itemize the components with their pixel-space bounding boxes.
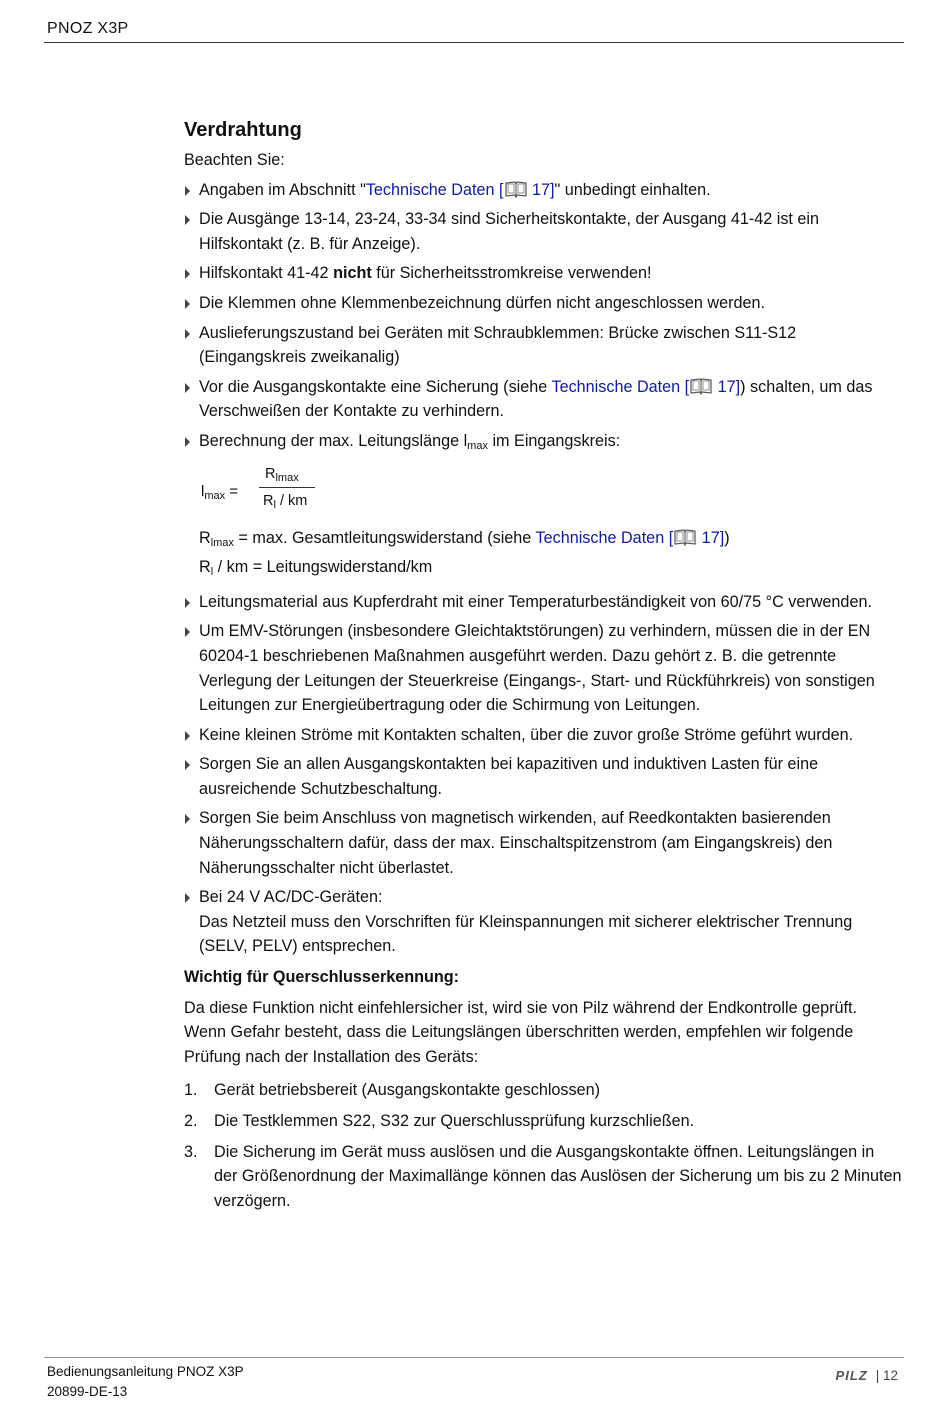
numbered-step: 2. Die Testklemmen S22, S32 zur Querschlussprüfung kurzschließen. (184, 1112, 695, 1130)
triangle-bullet-icon (185, 814, 190, 824)
footer-info (47, 1362, 244, 1402)
footer-doc-number: 20899-DE-13 (47, 1384, 128, 1399)
formula-denominator: $R_l$ / km (263, 492, 308, 511)
footer-manual-title: Bedienungsanleitung PNOZ X3P (47, 1364, 244, 1379)
triangle-bullet-icon (185, 893, 190, 903)
book-icon (690, 378, 712, 395)
header-title: PNOZ X3P (47, 20, 129, 37)
important-heading: Wichtig für Querschlusserkennung: (184, 968, 460, 987)
list-item: Berechnung der max. Leitungslänge $l_{max}$ im Eingangskreis: (184, 429, 902, 459)
definition-rl: $R_l$ / km = Leitungswiderstand/km (199, 558, 433, 579)
pilz-logo: PILZ (835, 1368, 868, 1383)
list-item: Vor die Ausgangskontakte eine Sicherung (siehe Technische Daten [ 17]) schalten, um das Verschweißen der Kontakte zu verhindern. (184, 375, 902, 424)
list-item: Leitungsmaterial aus Kupferdraht mit einer Temperaturbeständigkeit von 60/75 °C verwenden. (184, 590, 902, 615)
technical-data-link[interactable]: Technische Daten [ 17] (551, 377, 741, 396)
section-title: Verdrahtung (184, 119, 302, 141)
definition-rlmax: $R_{lmax} = \max$. Gesamtleitungswiderstand (siehe Technische Daten [ 17]) (199, 528, 730, 549)
content (184, 116, 902, 1219)
list-item: Bei 24 V AC/DC-Geräten: Das Netzteil muss den Vorschriften für Kleinspannungen mit sicherer elektrischer Trennung (SELV, PELV) entsprechen. (184, 885, 902, 959)
list-item: Die Ausgänge 13-14, 23-24, 33-34 sind Sicherheitskontakte, der Ausgang 41-42 ist ein Hilfskontakt (z. B. für Anzeige). (184, 207, 902, 256)
length-formula: $l_{max}$ = $R_{lmax}$ $R_l$ / km (199, 464, 902, 522)
triangle-bullet-icon (185, 731, 190, 741)
formula-numerator: $R_{lmax}$ (265, 465, 299, 484)
numbered-step: 3. Die Sicherung im Gerät muss auslösen und die Ausgangskontakte öffnen. Leitungslängen in der Größenordnung der Maximallänge können das Auslösen der Sicherung um bis zu 2 Minuten verzögern. (184, 1142, 902, 1210)
triangle-bullet-icon (185, 186, 190, 196)
technical-data-link[interactable]: Technische Daten [ 17] (535, 528, 725, 547)
triangle-bullet-icon (185, 215, 190, 225)
list-item: Keine kleinen Ströme mit Kontakten schalten, über die zuvor große Ströme geführt wurden. (184, 723, 902, 748)
triangle-bullet-icon (185, 269, 190, 279)
important-text: Da diese Funktion nicht einfehlersicher ist, wird sie von Pilz während der Endkontrolle geprüft. Wenn Gefahr besteht, dass die Leitungslängen überschritten werden, empfehlen wir folgende Prüfung nach der Installation des Geräts: (184, 998, 858, 1066)
list-item: Sorgen Sie beim Anschluss von magnetisch wirkenden, auf Reedkontakten basierenden Näherungsschaltern dafür, dass der max. Einschaltspitzenstrom (am Eingangskreis) den Näherungsschalter nicht überlastet. (184, 806, 902, 880)
list-item: Die Klemmen ohne Klemmenbezeichnung dürfen nicht angeschlossen werden. (184, 291, 902, 316)
formula-definitions (184, 526, 902, 585)
triangle-bullet-icon (185, 760, 190, 770)
numbered-step: 1. Gerät betriebsbereit (Ausgangskontakte geschlossen) (184, 1081, 601, 1100)
list-item: Um EMV-Störungen (insbesondere Gleichtaktstörungen) zu verhindern, müssen die in der EN 60204-1 beschriebenen Maßnahmen ausgeführt werden. Dazu gehört z. B. die getrennte Verlegung der Leitungen der Steuerkreise (Eingangs-, Start- und Rückführkreis) von sonstigen Leitungen zur Energieübertragung oder die Schirmung von Leitungen. (184, 619, 902, 717)
technical-data-link[interactable]: Technische Daten [ 17] (365, 180, 555, 199)
list-item: Hilfskontakt 41-42 nicht für Sicherheitsstromkreise verwenden! (184, 261, 902, 286)
triangle-bullet-icon (185, 329, 190, 339)
footer-page (836, 1368, 898, 1383)
list-item: Angaben im Abschnitt "Technische Daten [ 17]" unbedingt einhalten. (184, 178, 902, 203)
page-number: | 12 (875, 1368, 898, 1383)
list-item: Sorgen Sie an allen Ausgangskontakten bei kapazitiven und induktiven Lasten für eine ausreichende Schutzbeschaltung. (184, 752, 902, 801)
header-divider (44, 42, 904, 43)
triangle-bullet-icon (185, 299, 190, 309)
book-icon (674, 529, 696, 546)
footer-divider (44, 1357, 904, 1358)
book-icon (505, 181, 527, 198)
triangle-bullet-icon (185, 383, 190, 393)
triangle-bullet-icon (185, 598, 190, 608)
fraction-line (259, 487, 315, 488)
triangle-bullet-icon (185, 437, 190, 447)
list-item: Auslieferungszustand bei Geräten mit Schraubklemmen: Brücke zwischen S11-S12 (Eingangskreis zweikanalig) (184, 321, 902, 370)
triangle-bullet-icon (185, 627, 190, 637)
intro-text: Beachten Sie: (184, 151, 285, 169)
